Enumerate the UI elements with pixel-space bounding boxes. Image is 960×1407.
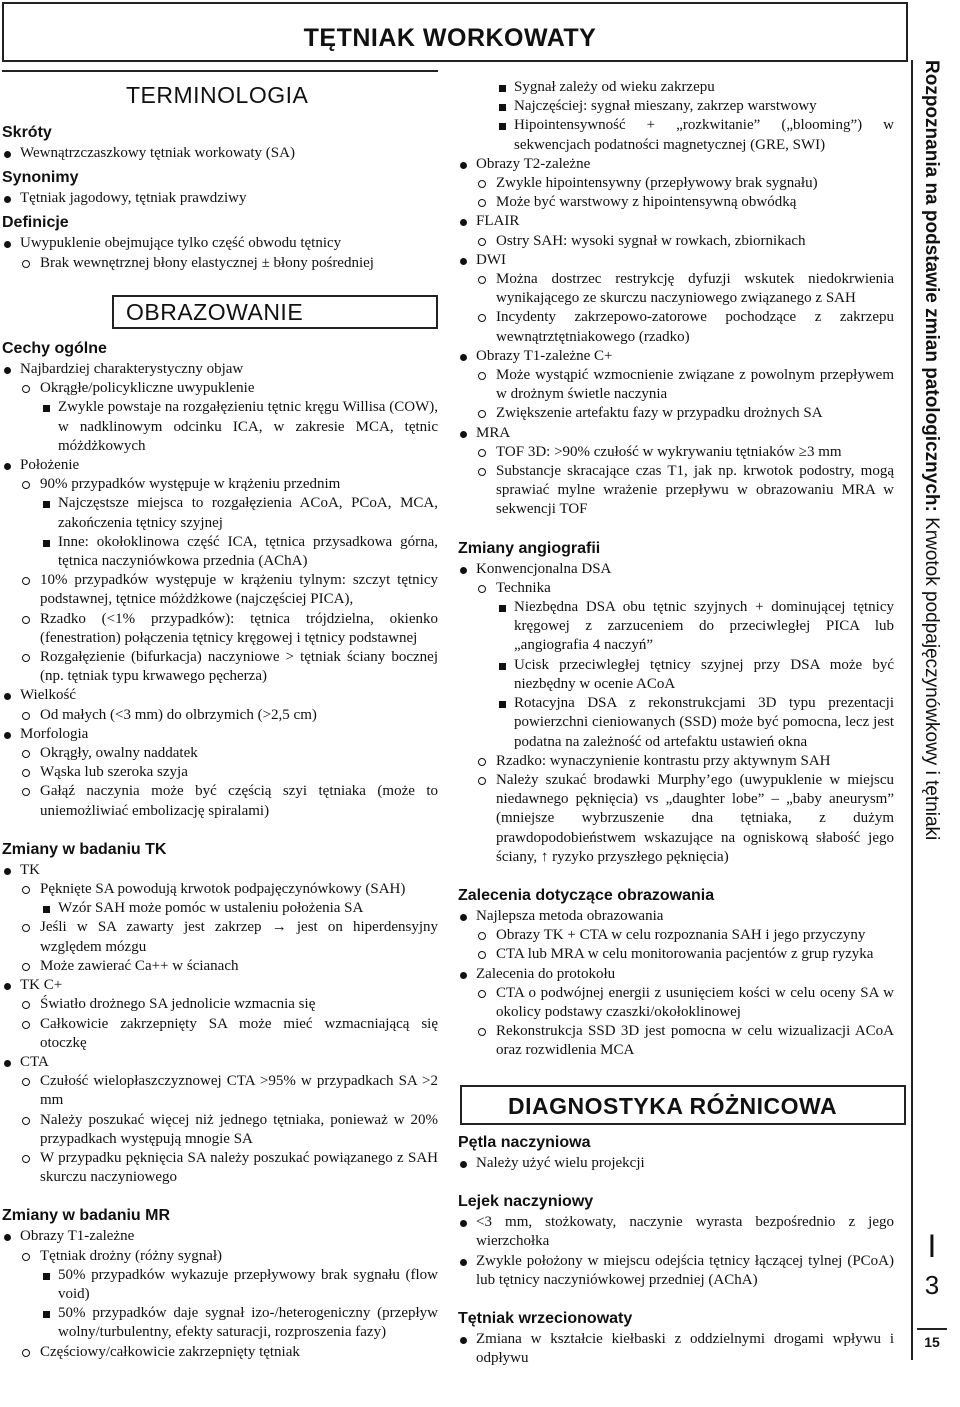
bullet-square-icon	[43, 540, 50, 547]
bullet-dot-icon	[460, 972, 467, 979]
list-item	[2, 456, 438, 475]
list-item-text: 90% przypadków występuje w krążeniu przednim	[40, 476, 341, 493]
list-item-text: Częściowy/całkowicie zakrzepnięty tętniak	[40, 1343, 300, 1360]
list-item-text: Rzadko: wynaczynienie kontrastu przy aktywnym SAH	[496, 752, 831, 769]
bullet-circle-icon	[22, 1001, 30, 1009]
list-item-text: Obrazy T1-zależne C+	[476, 347, 613, 364]
list-item-text: Rzadko (<1% przypadków): tętnica trójdzielna, okienko (fenestration) połączenia tętnicy kręgowej i tętnicy podstawnej	[40, 610, 438, 646]
list-item	[2, 533, 438, 571]
list-item	[458, 1330, 894, 1368]
page-number: 15	[917, 1328, 947, 1350]
list-item	[2, 1149, 438, 1187]
list-item	[458, 155, 894, 174]
list-item	[458, 251, 894, 270]
list-item-text: Może wystąpić wzmocnienie związane z powolnym przepływem w drożnym świetle naczynia	[496, 367, 894, 403]
list-item-text: Substancje skracające czas T1, jak np. krwotok podostry, mogą sprawiać mylne wrażenie przepływu w obrazowaniu MRA w sekwencji TOF	[496, 463, 894, 518]
list-item	[2, 1015, 438, 1053]
list-item	[2, 610, 438, 648]
list-item	[458, 1252, 894, 1290]
list-item	[2, 1247, 438, 1266]
bullet-dot-icon	[4, 151, 11, 158]
bullet-circle-icon	[478, 180, 486, 188]
subsection-heading: Synonimy	[2, 169, 79, 187]
list-item-text: Może zawierać Ca++ w ścianach	[40, 957, 239, 974]
list-item	[2, 725, 438, 744]
bullet-circle-icon	[22, 577, 30, 585]
list-item	[2, 475, 438, 494]
chapter-letter: I	[927, 1228, 937, 1264]
list-item	[458, 424, 894, 443]
subsection-heading: Lejek naczyniowy	[458, 1193, 594, 1211]
list-item	[2, 995, 438, 1014]
spacer	[458, 520, 894, 534]
list-item-text: Hipointensywność + „rozkwitanie” („blooming”) w sekwencjach podatności magnetycznej (GRE, SWI)	[514, 117, 894, 153]
bullet-dot-icon	[460, 1259, 467, 1266]
bullet-dot-icon	[4, 732, 11, 739]
list-item	[2, 1111, 438, 1149]
list-item	[2, 861, 438, 880]
list-item	[2, 976, 438, 995]
bullet-square-icon	[499, 605, 506, 612]
subsection-heading: Zalecenia dotyczące obrazowania	[458, 886, 715, 904]
bullet-square-icon	[43, 1273, 50, 1280]
bullet-dot-icon	[460, 567, 467, 574]
spacer	[458, 867, 894, 881]
list-item-text: CTA o podwójnej energii z usunięciem kości w celu oceny SA w okolicy podstawy czaszki/okołoklinowej	[496, 984, 894, 1020]
list-item	[458, 347, 894, 366]
list-item-text: Technika	[496, 579, 551, 596]
list-item-text: FLAIR	[476, 213, 520, 230]
list-item-text: Rozgałęzienie (bifurkacja) naczyniowe > tętniak ściany bocznej (np. tętniak typu krwawego pęcherza)	[40, 649, 438, 685]
subsection-heading: Zmiany w badaniu MR	[2, 1207, 171, 1225]
list-item	[2, 744, 438, 763]
bullet-circle-icon	[22, 1253, 30, 1261]
bullet-dot-icon	[4, 367, 11, 374]
list-item	[2, 234, 438, 253]
list-item-text: Zwykle powstaje na rozgałęzieniu tętnic kręgu Willisa (COW), w nadklinowym odcinku ICA, w zakresie MCA, tętnic móżdżkowych	[58, 399, 438, 454]
list-item-text: Ucisk przeciwległej tętnicy szyjnej przy DSA może być niezbędny w ocenie ACoA	[514, 656, 894, 692]
list-item	[2, 1227, 438, 1246]
list-item-text: Światło drożnego SA jednolicie wzmacnia się	[40, 996, 316, 1013]
subsection-heading: Skróty	[2, 124, 52, 141]
list-item	[458, 78, 894, 97]
bullet-circle-icon	[22, 1117, 30, 1125]
bullet-square-icon	[499, 123, 506, 130]
list-item-text: <3 mm, stożkowaty, naczynie wyrasta bezpośrednio z jego wierzchołka	[476, 1214, 894, 1250]
bullet-circle-icon	[478, 468, 486, 476]
list-item-text: Zwykle hipointensywny (przepływowy brak sygnału)	[496, 175, 818, 192]
list-item	[2, 686, 438, 705]
spacer	[2, 821, 438, 835]
list-item	[2, 144, 438, 163]
list-item	[458, 694, 894, 752]
bullet-circle-icon	[478, 932, 486, 940]
bullet-dot-icon	[4, 241, 11, 248]
list-item-text: Tętniak drożny (różny sygnał)	[40, 1247, 223, 1264]
bullet-dot-icon	[460, 914, 467, 921]
list-item	[458, 926, 894, 945]
list-item-text: Obrazy TK + CTA w celu rozpoznania SAH i jego przyczyny	[496, 927, 866, 944]
list-item-text: Wąska lub szeroka szyja	[40, 764, 188, 781]
bullet-circle-icon	[478, 1028, 486, 1036]
bullet-circle-icon	[478, 990, 486, 998]
list-item	[2, 398, 438, 456]
list-item-text: Okrągłe/policykliczne uwypuklenie	[40, 380, 255, 397]
left-column-continued	[2, 334, 438, 1362]
list-item-text: TK	[20, 861, 40, 878]
list-item-text: MRA	[476, 424, 511, 441]
bullet-square-icon	[499, 104, 506, 111]
list-item	[2, 1304, 438, 1342]
list-item-text: Konwencjonalna DSA	[476, 560, 612, 577]
list-item-text: Rekonstrukcja SSD 3D jest pomocna w celu wizualizacji ACoA oraz rozwidlenia MCA	[496, 1023, 894, 1059]
bullet-dot-icon	[460, 1220, 467, 1227]
list-item	[458, 366, 894, 404]
list-item-text: Najczęstsze miejsca to rozgałęzienia ACoA, PCoA, MCA, zakończenia tętnicy szyjnej	[58, 495, 438, 531]
section-title-diagnostyka: DIAGNOSTYKA RÓŻNICOWA	[508, 1093, 838, 1119]
bullet-circle-icon	[22, 1021, 30, 1029]
list-item-text: CTA lub MRA w celu monitorowania pacjentów z grup ryzyka	[496, 946, 874, 963]
section-title-terminologia: TERMINOLOGIA	[126, 82, 309, 108]
bullet-circle-icon	[478, 238, 486, 246]
list-item-text: DWI	[476, 251, 506, 268]
bullet-dot-icon	[4, 693, 11, 700]
bullet-dot-icon	[460, 431, 467, 438]
list-item-text: Zmiana w kształcie kiełbaski z oddzielnymi drogami wpływu i odpływu	[476, 1331, 894, 1367]
list-item	[2, 706, 438, 725]
bullet-circle-icon	[22, 924, 30, 932]
list-item-text: Gałąź naczynia może być częścią szyi tętniaka (może to uniemożliwiać embolizację spiralami)	[40, 783, 438, 819]
subsection-heading: Tętniak wrzecionowaty	[458, 1310, 633, 1328]
bullet-circle-icon	[478, 314, 486, 322]
list-item-text: Okrągły, owalny naddatek	[40, 745, 198, 762]
list-item	[458, 212, 894, 231]
list-item	[2, 899, 438, 918]
bullet-dot-icon	[460, 162, 467, 169]
bullet-square-icon	[43, 501, 50, 508]
bullet-circle-icon	[22, 481, 30, 489]
list-item	[458, 270, 894, 308]
list-item	[2, 360, 438, 379]
list-item	[2, 648, 438, 686]
list-item-text: Jeśli w SA zawarty jest zakrzep → jest on hiperdensyjny względem mózgu	[40, 919, 438, 955]
list-item-text: Można dostrzec restrykcję dyfuzji wskutek niedokrwienia wynikającego ze skurczu naczyniowego związanego z SAH	[496, 271, 894, 307]
bullet-square-icon	[499, 663, 506, 670]
list-item-text: Obrazy T2-zależne	[476, 155, 591, 172]
bullet-circle-icon	[478, 951, 486, 959]
list-item-text: Najbardziej charakterystyczny objaw	[20, 361, 244, 377]
bullet-circle-icon	[478, 449, 486, 457]
list-item-text: Morfologia	[20, 725, 89, 742]
list-item-text: Czułość wielopłaszczyznowej CTA >95% w przypadkach SA >2 mm	[40, 1073, 438, 1109]
list-item-text: 50% przypadków daje sygnał izo-/heterogeniczny (przepływ wolny/turbulentny, efekty saturacji, rozproszenia fazy)	[58, 1305, 438, 1341]
list-item-text: Rotacyjna DSA z rekonstrukcjami 3D typu prezentacji powierzchni cieniowanych (SSD) może być pomocna, lecz jest podatna na zależność od artefaktu ustawień okna	[514, 695, 894, 750]
list-item-text: TOF 3D: >90% czułość w wykrywaniu tętniaków ≥3 mm	[496, 443, 842, 460]
list-item	[458, 752, 894, 771]
subsection-heading: Zmiany angiografii	[458, 539, 601, 557]
list-item	[2, 918, 438, 956]
subsection-heading: Pętla naczyniowa	[458, 1134, 591, 1151]
bullet-dot-icon	[4, 1060, 11, 1067]
list-item-text: Całkowicie zakrzepnięty SA może mieć wzmacniającą się otoczkę	[40, 1015, 438, 1051]
bullet-dot-icon	[460, 1337, 467, 1344]
bullet-circle-icon	[22, 260, 30, 268]
bullet-circle-icon	[22, 712, 30, 720]
list-item-text: Wzór SAH może pomóc w ustaleniu położenia SA	[58, 900, 364, 917]
bullet-circle-icon	[22, 654, 30, 662]
list-item-text: Położenie	[20, 457, 80, 474]
bullet-dot-icon	[460, 219, 467, 226]
bullet-dot-icon	[460, 354, 467, 361]
subsection-heading: Cechy ogólne	[2, 340, 107, 357]
bullet-dot-icon	[4, 1234, 11, 1241]
bullet-circle-icon	[478, 276, 486, 284]
bullet-circle-icon	[22, 788, 30, 796]
right-column-diagnostics	[458, 1128, 894, 1368]
list-item-text: Uwypuklenie obejmujące tylko część obwodu tętnicy	[20, 235, 342, 252]
list-item	[458, 560, 894, 579]
bullet-circle-icon	[22, 616, 30, 624]
section-title-obrazowanie: OBRAZOWANIE	[126, 299, 304, 325]
spacer	[2, 1187, 438, 1201]
list-item	[458, 945, 894, 964]
bullet-circle-icon	[478, 585, 486, 593]
list-item	[2, 189, 438, 208]
list-item-text: Sygnał zależy od wieku zakrzepu	[514, 79, 715, 95]
subsection-heading: Zmiany w badaniu TK	[2, 840, 167, 858]
sidebar-subtitle: Krwotok podpajęczynówkowy i tętniaki	[921, 511, 942, 841]
list-item-text: TK C+	[20, 977, 63, 994]
bullet-dot-icon	[4, 463, 11, 470]
list-item-text: Należy użyć wielu projekcji	[476, 1155, 645, 1171]
bullet-circle-icon	[22, 750, 30, 758]
list-item-text: Tętniak jagodowy, tętniak prawdziwy	[20, 190, 247, 207]
list-item	[458, 984, 894, 1022]
list-item-text: Należy szukać brodawki Murphy’ego (uwypuklenie w miejscu niedawnego pęknięcia) vs „daughter lobe” – „baby aneurysm” (mniejsze wybrzuszenie dna tętniaka, z dużym prawdopodobieństwem wskazujące na ogniskową słabość jego ściany, ↑ ryzyko przyszłego pęknięcia)	[496, 771, 894, 865]
bullet-square-icon	[499, 85, 506, 92]
list-item-text: Należy poszukać więcej niż jednego tętniaka, ponieważ w 20% przypadkach występują mnogie SA	[40, 1111, 438, 1147]
list-item-text: CTA	[20, 1053, 49, 1070]
list-item-text: Pęknięte SA powodują krwotok podpajęczynówkowy (SAH)	[40, 881, 406, 898]
list-item	[2, 1343, 438, 1362]
list-item-text: 10% przypadków występuje w krążeniu tylnym: szczyt tętnicy podstawnej, tętnice móżdżkowe (najczęściej PICA),	[40, 572, 438, 608]
list-item-text: Zwykle położony w miejscu odejścia tętnicy łączącej tylnej (PCoA) lub tętnicy naczyniówkowej przedniej (AChA)	[476, 1252, 894, 1288]
list-item	[458, 907, 894, 926]
list-item-text: W przypadku pęknięcia SA należy poszukać powiązanego z SAH skurczu naczyniowego	[40, 1149, 438, 1186]
bullet-circle-icon	[478, 410, 486, 418]
list-item	[458, 97, 894, 116]
spacer	[458, 1173, 894, 1187]
subsection-heading: Definicje	[2, 214, 69, 232]
bullet-dot-icon	[460, 1161, 467, 1168]
list-item	[458, 965, 894, 984]
bullet-circle-icon	[22, 963, 30, 971]
chapter-number: 3	[924, 1270, 940, 1300]
list-item-text: Wielkość	[20, 687, 77, 704]
list-item-text: 50% przypadków wykazuje przepływowy brak sygnału (flow void)	[58, 1266, 438, 1302]
list-item	[2, 957, 438, 976]
spacer	[458, 1290, 894, 1304]
list-item	[458, 404, 894, 423]
bullet-square-icon	[499, 701, 506, 708]
list-item	[458, 443, 894, 462]
list-item	[458, 598, 894, 656]
list-item	[458, 1022, 894, 1060]
list-item	[2, 1072, 438, 1110]
left-column	[2, 118, 438, 273]
list-item	[2, 494, 438, 532]
list-item	[458, 232, 894, 251]
list-item-text: Obrazy T1-zależne	[20, 1228, 135, 1245]
list-item-text: Najlepsza metoda obrazowania	[476, 907, 664, 924]
list-item-text: Zalecenia do protokołu	[476, 965, 616, 982]
bullet-circle-icon	[478, 777, 486, 785]
list-item-text: Najczęściej: sygnał mieszany, zakrzep warstwowy	[514, 98, 817, 115]
list-item-text: Brak wewnętrznej błony elastycznej ± błony pośredniej	[40, 254, 374, 271]
bullet-circle-icon	[478, 758, 486, 766]
list-item	[458, 579, 894, 598]
list-item	[458, 308, 894, 346]
list-item	[2, 763, 438, 782]
list-item	[458, 1213, 894, 1251]
list-item	[2, 1266, 438, 1304]
list-item-text: Incydenty zakrzepowo-zatorowe pochodzące z zakrzepu wewnątrztętniakowego (rzadko)	[496, 309, 894, 345]
bullet-dot-icon	[4, 983, 11, 990]
list-item-text: Inne: okołoklinowa część ICA, tętnica przysadkowa górna, tętnica naczyniówkowa przednia (AChA)	[58, 533, 438, 570]
list-item	[2, 379, 438, 398]
list-item-text: Niezbędna DSA obu tętnic szyjnych + dominującej tętnicy kręgowej z zarzuceniem do przeciwległej PICA lub „angiografia 4 naczyń”	[514, 599, 894, 654]
list-item-text: Od małych (<3 mm) do olbrzymich (>2,5 cm)	[40, 706, 317, 723]
bullet-dot-icon	[460, 258, 467, 265]
bullet-circle-icon	[478, 372, 486, 380]
bullet-dot-icon	[4, 868, 11, 875]
list-item-text: Może być warstwowy z hipointensywną obwódką	[496, 194, 797, 211]
list-item	[458, 771, 894, 867]
page-title: TĘTNIAK WORKOWATY	[303, 24, 597, 52]
bullet-circle-icon	[478, 199, 486, 207]
bullet-circle-icon	[22, 1349, 30, 1357]
list-item	[458, 1154, 894, 1173]
bullet-circle-icon	[22, 385, 30, 393]
list-item	[458, 174, 894, 193]
bullet-circle-icon	[22, 886, 30, 894]
list-item	[2, 571, 438, 609]
bullet-square-icon	[43, 1311, 50, 1318]
list-item	[2, 254, 438, 273]
list-item	[458, 116, 894, 154]
sidebar-chapter-title	[913, 60, 949, 860]
list-item	[2, 880, 438, 899]
list-item-text: Ostry SAH: wysoki sygnał w rowkach, zbiornikach	[496, 232, 806, 249]
list-item	[458, 656, 894, 694]
bullet-circle-icon	[22, 1155, 30, 1163]
bullet-circle-icon	[22, 769, 30, 777]
list-item-text: Zwiększenie artefaktu fazy w przypadku drożnych SA	[496, 405, 823, 422]
bullet-circle-icon	[22, 1078, 30, 1086]
right-column	[458, 78, 894, 1061]
list-item	[458, 462, 894, 520]
list-item-text: Wewnątrzczaszkowy tętniak workowaty (SA)	[20, 145, 295, 161]
bullet-square-icon	[43, 906, 50, 913]
bullet-dot-icon	[4, 196, 11, 203]
list-item	[458, 193, 894, 212]
bullet-square-icon	[43, 405, 50, 412]
list-item	[2, 782, 438, 820]
list-item	[2, 1053, 438, 1072]
sidebar-bold-title: Rozpoznania na podstawie zmian patologicznych:	[921, 60, 942, 512]
